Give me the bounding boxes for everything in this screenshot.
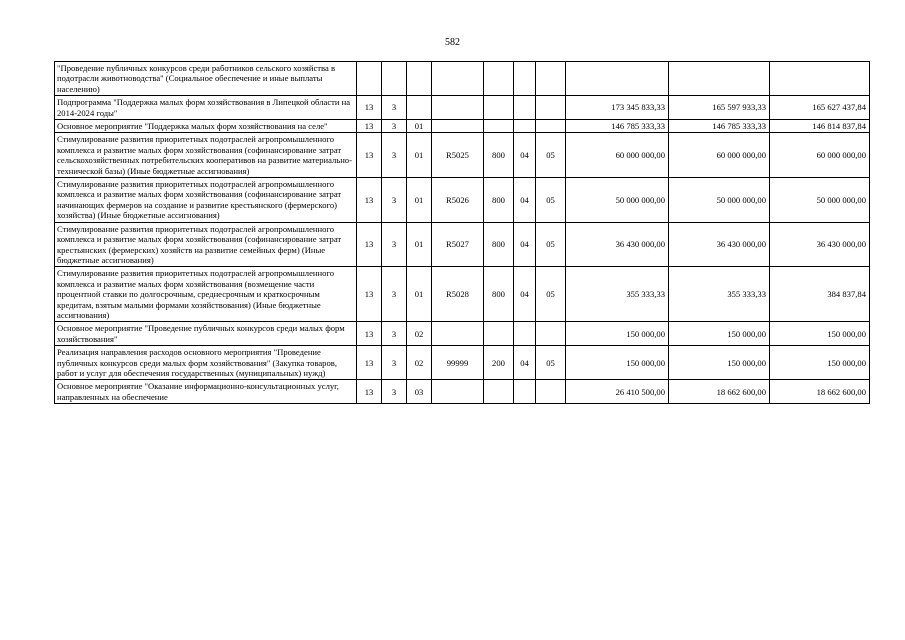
code-cell-3 <box>407 380 432 404</box>
code-value: 03 <box>414 386 424 397</box>
code-value: 800 <box>492 289 505 300</box>
row-name-cell <box>55 120 357 133</box>
code-cell-3 <box>407 267 432 322</box>
row-name-cell <box>55 133 357 178</box>
code-cell-6 <box>514 178 536 223</box>
code-value: 3 <box>391 328 397 339</box>
code-cell-7 <box>536 96 566 120</box>
table-row <box>55 346 870 380</box>
code-cell-7 <box>536 120 566 133</box>
amount-value: 150 000,00 <box>727 357 766 368</box>
code-value: R5025 <box>446 150 469 161</box>
code-cell-5 <box>484 120 514 133</box>
code-value: 13 <box>364 386 374 397</box>
code-cell-3 <box>407 62 432 96</box>
code-value: 01 <box>414 289 424 300</box>
row-name-cell <box>55 380 357 404</box>
row-name-cell <box>55 222 357 267</box>
code-cell-1 <box>357 222 382 267</box>
amount-value: 173 345 833,33 <box>611 102 665 113</box>
code-cell-4 <box>432 346 484 380</box>
code-cell-5 <box>484 222 514 267</box>
amount-cell-3 <box>770 346 870 380</box>
code-value: 01 <box>414 150 424 161</box>
amount-cell-3 <box>770 222 870 267</box>
row-name-cell <box>55 96 357 120</box>
code-cell-4 <box>432 133 484 178</box>
code-cell-3 <box>407 222 432 267</box>
code-cell-2 <box>382 322 407 346</box>
amount-cell-2 <box>669 380 770 404</box>
code-value: 3 <box>391 386 397 397</box>
table-row <box>55 96 870 120</box>
table-row <box>55 222 870 267</box>
code-value: 04 <box>520 289 529 300</box>
row-name-cell <box>55 62 357 96</box>
code-value: 05 <box>546 150 555 161</box>
table-row <box>55 62 870 96</box>
code-cell-6 <box>514 346 536 380</box>
table-row <box>55 380 870 404</box>
code-cell-2 <box>382 346 407 380</box>
table-row <box>55 178 870 223</box>
code-cell-4 <box>432 380 484 404</box>
code-value: 05 <box>546 357 555 368</box>
code-value: 05 <box>546 289 555 300</box>
code-cell-6 <box>514 133 536 178</box>
code-cell-6 <box>514 62 536 96</box>
code-cell-1 <box>357 178 382 223</box>
code-cell-3 <box>407 178 432 223</box>
amount-cell-1 <box>566 120 669 133</box>
table-row <box>55 133 870 178</box>
amount-cell-3 <box>770 120 870 133</box>
amount-cell-2 <box>669 120 770 133</box>
code-value: 04 <box>520 150 529 161</box>
row-name: Основное мероприятие "Проведение публичных конкурсов среди малых форм хозяйствования" <box>57 323 345 344</box>
amount-cell-2 <box>669 133 770 178</box>
code-cell-4 <box>432 222 484 267</box>
amount-value: 146 814 837,84 <box>812 121 866 132</box>
code-cell-1 <box>357 380 382 404</box>
amount-value: 384 837,84 <box>827 289 866 300</box>
code-cell-3 <box>407 120 432 133</box>
code-value: 13 <box>364 289 374 300</box>
code-value: 01 <box>414 239 424 250</box>
row-name: "Проведение публичных конкурсов среди работников сельского хозяйства в подотрасли животноводства" (Социальное обеспечение и иные выплаты населению) <box>57 63 336 94</box>
code-cell-2 <box>382 96 407 120</box>
amount-cell-2 <box>669 178 770 223</box>
amount-cell-1 <box>566 133 669 178</box>
code-value: 02 <box>414 357 424 368</box>
table-row <box>55 267 870 322</box>
amount-cell-1 <box>566 178 669 223</box>
amount-value: 355 333,33 <box>727 289 766 300</box>
row-name-cell <box>55 322 357 346</box>
code-cell-1 <box>357 133 382 178</box>
amount-cell-3 <box>770 267 870 322</box>
amount-cell-3 <box>770 322 870 346</box>
code-value: R5027 <box>446 239 469 250</box>
row-name: Стимулирование развития приоритетных подотраслей агропромышленного комплекса и развитие малых форм хозяйствования (возмещение части процентной ставки по долгосрочным, среднесрочным и краткосрочным кредитам, взятым малыми формами хозяйствования) (Иные бюджетные ассигнования) <box>57 268 335 320</box>
code-value: 3 <box>391 102 397 113</box>
code-cell-4 <box>432 267 484 322</box>
amount-cell-1 <box>566 222 669 267</box>
code-cell-5 <box>484 346 514 380</box>
code-cell-7 <box>536 380 566 404</box>
code-value: 04 <box>520 357 529 368</box>
amount-value: 36 430 000,00 <box>615 239 665 250</box>
amount-value: 26 410 500,00 <box>615 386 665 397</box>
amount-cell-2 <box>669 322 770 346</box>
code-value: 13 <box>364 239 374 250</box>
amount-value: 150 000,00 <box>626 357 665 368</box>
code-cell-1 <box>357 96 382 120</box>
code-cell-7 <box>536 322 566 346</box>
amount-cell-1 <box>566 96 669 120</box>
code-cell-4 <box>432 178 484 223</box>
code-cell-7 <box>536 222 566 267</box>
amount-cell-3 <box>770 380 870 404</box>
code-value: 800 <box>492 194 505 205</box>
amount-cell-3 <box>770 178 870 223</box>
code-cell-3 <box>407 346 432 380</box>
amount-cell-1 <box>566 62 669 96</box>
code-value: 800 <box>492 239 505 250</box>
code-value: 200 <box>492 357 505 368</box>
amount-value: 146 785 333,33 <box>712 121 766 132</box>
code-cell-4 <box>432 322 484 346</box>
code-cell-5 <box>484 133 514 178</box>
code-value: 99999 <box>446 357 469 368</box>
amount-cell-1 <box>566 267 669 322</box>
amount-value: 50 000 000,00 <box>816 194 866 205</box>
code-cell-5 <box>484 62 514 96</box>
code-cell-5 <box>484 267 514 322</box>
code-value: 800 <box>492 150 505 161</box>
code-value: 05 <box>546 194 555 205</box>
amount-cell-2 <box>669 96 770 120</box>
amount-value: 355 333,33 <box>626 289 665 300</box>
amount-cell-1 <box>566 322 669 346</box>
code-cell-6 <box>514 222 536 267</box>
amount-cell-2 <box>669 62 770 96</box>
amount-cell-3 <box>770 62 870 96</box>
code-cell-2 <box>382 380 407 404</box>
page-number: 582 <box>445 37 460 48</box>
budget-table <box>54 61 870 404</box>
code-cell-7 <box>536 133 566 178</box>
code-cell-2 <box>382 120 407 133</box>
code-cell-6 <box>514 380 536 404</box>
code-cell-4 <box>432 62 484 96</box>
code-value: 13 <box>364 150 374 161</box>
amount-value: 50 000 000,00 <box>615 194 665 205</box>
amount-value: 60 000 000,00 <box>615 150 665 161</box>
amount-value: 60 000 000,00 <box>816 150 866 161</box>
row-name: Стимулирование развития приоритетных подотраслей агропромышленного комплекса и развитие малых форм хозяйствования (софинансирование затрат сельскохозяйственных потребительских кооперативов на развитие материально-технической базы) (Иные бюджетные ассигнования) <box>57 134 352 176</box>
row-name-cell <box>55 346 357 380</box>
code-cell-6 <box>514 96 536 120</box>
code-cell-6 <box>514 120 536 133</box>
amount-value: 18 662 600,00 <box>816 386 866 397</box>
code-value: 3 <box>391 289 397 300</box>
code-value: 13 <box>364 194 374 205</box>
code-value: 3 <box>391 150 397 161</box>
amount-value: 18 662 600,00 <box>716 386 766 397</box>
code-value: R5026 <box>446 194 469 205</box>
code-value: 01 <box>414 194 424 205</box>
code-value: 3 <box>391 357 397 368</box>
code-cell-6 <box>514 267 536 322</box>
code-value: 13 <box>364 357 374 368</box>
code-value: R5028 <box>446 289 469 300</box>
code-cell-5 <box>484 322 514 346</box>
amount-value: 150 000,00 <box>827 328 866 339</box>
code-cell-2 <box>382 133 407 178</box>
amount-value: 36 430 000,00 <box>716 239 766 250</box>
code-cell-6 <box>514 322 536 346</box>
code-cell-3 <box>407 133 432 178</box>
row-name: Стимулирование развития приоритетных подотраслей агропромышленного комплекса и развитие малых форм хозяйствования (софинансирование затрат крестьянских (фермерских) хозяйств на развитие семейных ферм) (Иные бюджетные ассигнования) <box>57 223 342 265</box>
code-cell-2 <box>382 267 407 322</box>
code-cell-1 <box>357 322 382 346</box>
code-value: 02 <box>414 328 424 339</box>
code-cell-3 <box>407 96 432 120</box>
code-cell-7 <box>536 267 566 322</box>
amount-value: 150 000,00 <box>626 328 665 339</box>
row-name-cell <box>55 178 357 223</box>
amount-cell-1 <box>566 346 669 380</box>
code-cell-2 <box>382 62 407 96</box>
code-value: 04 <box>520 239 529 250</box>
amount-cell-1 <box>566 380 669 404</box>
row-name: Основное мероприятие "Оказание информационно-консультационных услуг, направленных на обеспечение <box>57 381 339 402</box>
amount-value: 60 000 000,00 <box>716 150 766 161</box>
code-cell-5 <box>484 178 514 223</box>
code-value: 13 <box>364 121 374 132</box>
code-cell-2 <box>382 222 407 267</box>
amount-cell-2 <box>669 267 770 322</box>
amount-value: 146 785 333,33 <box>611 121 665 132</box>
row-name: Стимулирование развития приоритетных подотраслей агропромышленного комплекса и развитие малых форм хозяйствования (софинансирование затрат начинающих фермеров на создание и развитие крестьянского (фермерского) хозяйства) (Иные бюджетные ассигнования) <box>57 179 342 221</box>
row-name: Подпрограмма "Поддержка малых форм хозяйствования в Липецкой области на 2014-2024 годы" <box>57 97 351 118</box>
row-name-cell <box>55 267 357 322</box>
code-cell-4 <box>432 120 484 133</box>
amount-value: 150 000,00 <box>727 328 766 339</box>
amount-cell-3 <box>770 96 870 120</box>
row-name: Реализация направления расходов основного мероприятия "Проведение публичных конкурсов среди малых форм хозяйствования" (Закупка товаров, работ и услуг для обеспечения государственных (муниципальных) нужд) <box>57 347 337 378</box>
code-value: 3 <box>391 121 397 132</box>
amount-value: 165 627 437,84 <box>812 102 866 113</box>
code-value: 13 <box>364 328 374 339</box>
code-value: 3 <box>391 194 397 205</box>
code-value: 04 <box>520 194 529 205</box>
code-value: 01 <box>414 121 424 132</box>
row-name: Основное мероприятие "Поддержка малых форм хозяйствования на селе" <box>57 121 328 132</box>
code-cell-5 <box>484 96 514 120</box>
amount-value: 150 000,00 <box>827 357 866 368</box>
code-cell-7 <box>536 178 566 223</box>
code-value: 13 <box>364 102 374 113</box>
code-cell-1 <box>357 62 382 96</box>
amount-cell-2 <box>669 222 770 267</box>
amount-cell-2 <box>669 346 770 380</box>
code-cell-1 <box>357 267 382 322</box>
code-cell-2 <box>382 178 407 223</box>
code-cell-4 <box>432 96 484 120</box>
code-cell-1 <box>357 346 382 380</box>
code-value: 05 <box>546 239 555 250</box>
code-cell-7 <box>536 62 566 96</box>
code-value: 3 <box>391 239 397 250</box>
code-cell-3 <box>407 322 432 346</box>
table-row <box>55 120 870 133</box>
amount-value: 50 000 000,00 <box>716 194 766 205</box>
code-cell-5 <box>484 380 514 404</box>
amount-value: 165 597 933,33 <box>712 102 766 113</box>
code-cell-1 <box>357 120 382 133</box>
amount-cell-3 <box>770 133 870 178</box>
table-row <box>55 322 870 346</box>
amount-value: 36 430 000,00 <box>816 239 866 250</box>
code-cell-7 <box>536 346 566 380</box>
